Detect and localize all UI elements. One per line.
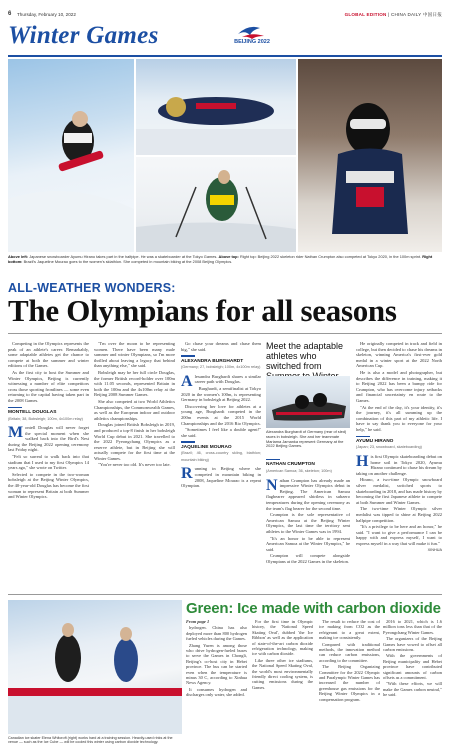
drop-cap: A (181, 372, 193, 390)
paragraph: "It's an honor to be able to represent American Samoa at the Winter Olympics," he said. (266, 535, 350, 552)
drop-cap: M (8, 424, 24, 442)
headline-green: Green (186, 600, 229, 617)
pull-photo-caption: Alexandra Burghardt of Germany (rear of sled) races in bobsleigh. She and her teammate Mariama Jamanka represent Germany at the 2022 Beijing Games. (266, 429, 347, 449)
paragraph: For the first time in Olympic history, the 'National Speed Skating Oval', dubbed 'the Ice Ribbon' as well as the application of state-of-the-art carbon dioxide refrigeration technology, making ice with carbon dioxide. (252, 619, 313, 657)
bottom-column-2 (252, 619, 313, 743)
paragraph: Go chase your dreams and chase them big," she said. (181, 341, 261, 352)
paragraph: Burghardt, a semifinalist at Tokyo 2020 in the women's 100m, is representing Germany in bobsleigh at Beijing 2022. (181, 385, 261, 403)
paragraph: The result to reduce the cost of ice making from CO2 as the refrigerant to a great extent, making ice consistently. (319, 619, 380, 641)
paragraph: The Beijing Organizing Committee for the 2022 Olympic and Paralympic Winter Games has increased the number of greenhouse gas emissions for the Beijing Winter Olympics in a compensation program. (319, 664, 380, 702)
logo-text: BEIJING 2022 (234, 39, 270, 45)
paper-name: CHINA DAILY (390, 12, 422, 17)
story-column-1 (8, 341, 89, 589)
caption-top: Right top: Beijing 2022 skeleton rider Nathan Crumpton also competed at Tokyo 2020, in the 100m sprint. (239, 254, 422, 259)
paragraph: With the governments of Beijing municipality and Hebei province have contributed significant amounts of carbon offsets as a commitment. (383, 653, 442, 681)
paragraph: lexandra Burghardt shares a similar career path with Douglas. (194, 373, 261, 385)
bottom-column-3 (319, 619, 380, 743)
byline-bar (266, 459, 280, 460)
issue-date: Thursday, February 10, 2022 (17, 12, 76, 17)
paragraph: hydrogen. China has also deployed more than 800 hydrogen fueled vehicles during the Games. (186, 625, 247, 642)
photo-skier (136, 157, 296, 252)
byline-name: AYUMU HIRANO (356, 438, 394, 444)
paragraph: She also competed at two World Athletics Championships, the Commonwealth Games, as well as the European indoor and outdoor athletics championships. (94, 398, 175, 421)
from-page-label: From page 1 (186, 619, 210, 624)
headline-rule (8, 333, 442, 334)
byline-bar (356, 436, 370, 437)
paragraph: "I'm over the moon to be representing women. There have been many male summer and winter Olympians, so I'm more thrilled about leaving a legacy that behind than anything else," she said. (94, 341, 175, 369)
paragraph: Zhang Yuren is among those who drive hydrogen-fueled buses to serve the Games in Chongli, Beijing's co-host city in Hebei province. The bus can be started even when the temperature is minus 30 C, according to Xinhua News Agency. (186, 642, 247, 686)
byline-crumpton (266, 459, 350, 475)
paragraph: He originally competed in track and field in college, but then decided to chase his dreams in skeleton, winning America's first-ever gold medal in a winter sport at the 2022 North American Cup. (356, 341, 442, 369)
byline-bar (181, 355, 195, 356)
credit: XINHUA (427, 547, 442, 552)
paragraph: Hirano, a two-time Olympic snowboard silver medalist, switched sports to skateboarding in 2018, and has made history by becoming the first Japanese athlete to compete at both Summer and Winter Games. (356, 477, 442, 505)
byline-douglas (8, 407, 89, 423)
paragraph: athan Crumpton has already made an impressive Winter Olympics debut in Beijing. The American Samoa flagbearer appeared shirtless in subzero temperatures during the opening ceremony as the team's flag bearer for the second time. (266, 477, 350, 511)
paragraph: "It's a privilege to be here and an honor," he said. "I want to give a performance I can be happy with and express myself, I want to express myself in a way that will make it fun." (356, 524, 442, 546)
photo-bobsleigh-team (266, 376, 350, 428)
byline-name: MONTELL DOUGLAS (8, 409, 57, 415)
drop-cap: H (356, 453, 369, 471)
edition-label: GLOBAL EDITION (344, 12, 387, 17)
paragraph: The two-time Winter Olympic silver medalist was tipped to shine at Beijing 2022 halfpipe competition. (356, 506, 442, 523)
paragraph: Selected to compete in the two-woman bobsleigh at the Beijing Winter Olympics, the 40-year-old Douglas has become the first woman to represent Britain at both Summer and Winter Olympics. (8, 471, 89, 500)
skier-image (136, 157, 296, 252)
paragraph: "Felt so surreal to walk back into that stadium that I used to my first Olympics 14 years ago," she wrote on Twitter. (8, 454, 89, 471)
paragraph: is first Olympic skateboarding debut on home soil in Tokyo 2020, Ayumu Hirano continued to chase his dream by taking on another challenge. (356, 454, 442, 476)
ice-skater-image (8, 600, 182, 734)
pull-quote: Meet the adaptable athletes who switched from (266, 341, 344, 371)
section-title: Winter Games (8, 22, 159, 49)
page-header-bar (8, 10, 442, 20)
byline-hirano (356, 436, 442, 452)
paragraph: Crumpton will compete alongside Olympians at the 2022 Games in the skeleton. (266, 553, 350, 564)
paragraph: It consumes hydrogen and discharges only water, she added. (186, 686, 247, 698)
header-rule (8, 55, 442, 57)
paragraph: ontell Douglas will never forget the special moment when she walked back into the Bird's Nest during the Beijing 2022 opening ceremony last Friday night. (8, 425, 89, 453)
paragraph: As the first city to host the Summer and Winter Olympics, Beijing is currently witnessing a number of elite competitors cross those sporting frontlines — some even returning to the capital having taken part in the 2008 Games. (8, 369, 89, 403)
byline-mourao (181, 441, 261, 463)
story-column-2 (94, 341, 175, 589)
byline-role: (Britain; 38, Bobsleigh; 100m, 4x100m relay) (8, 416, 83, 421)
snowboarder-image (8, 59, 134, 252)
bottom-story-rule (8, 594, 442, 595)
byline-bar (181, 441, 195, 442)
byline-name: ALEXANDRA BURGHARDT (181, 358, 244, 364)
paragraph: Competing in the Olympics represents the peak of an athlete's career. Remarkably, some adaptable athletes get the chance to compete at both the summer and winter editions of the Games. (8, 341, 89, 369)
byline-role: (Brazil; 46, cross-country skiing, biathlon; mountain biking) (181, 451, 261, 462)
page-number: 6 (8, 11, 12, 17)
photo-captions (8, 254, 442, 264)
paragraph: He is also a model and photographer, but describes the difference in training, making it to Beijing 2022 has been a bumpy ride for Crumpton, who has overcome injury setbacks and financial uncertainty en route to the Games. (356, 369, 442, 403)
story-column-5 (266, 456, 350, 589)
paragraph: Douglas joined British Bobsleigh in 2019, and produced a top-8 finish in her bobsleigh World Cup debut in 2021. She travelled to the 2022 Pyeongchang Olympics as a reserve athlete, but in Beijing she will actually compete for the first time at the Winter Games. (94, 422, 175, 461)
paragraph: "Sometimes I feel like a double agent!" she said. (181, 427, 261, 438)
caption-lead-right: Right bottom: (8, 254, 433, 264)
olympic-logo (230, 22, 272, 52)
paragraph: Crumpton is the sole representative of American Samoa at the Beijing Winter Olympics, the last time the territory sent athletes to the Winter Games was in 1994. (266, 512, 350, 534)
bobsleigh-team-image (266, 376, 350, 428)
story-column-3 (181, 341, 261, 589)
story-column-4 (356, 341, 442, 589)
byline-role: (Germany; 27, bobsleigh; 100m, 4x100m relay) (181, 365, 261, 370)
photo-snowboarder (8, 59, 134, 252)
paragraph: "At the end of the day, it's your identity, it's the journey, it's all summing up the combination of this part of my athletic life. I have to say thank you to everyone for your help," he said. (356, 404, 442, 432)
paragraph: Like three other ice stadiums, the National Speed Skating Oval, the world's most environmentally friendly direct cooling system, is cutting emissions during the Games. (252, 657, 313, 690)
caption-lead-left: Above left: (8, 254, 29, 259)
paragraph: "With these efforts, we will make the Games carbon neutral," he said. (383, 681, 442, 698)
byline-name: NATHAN CRUMPTON (266, 462, 315, 468)
skeleton-image (136, 59, 296, 155)
paragraph: 2016 to 2021, which is 1.6 million tons less than that of the Pyeongchang Winter Games. (383, 619, 442, 635)
bottom-headline (186, 600, 441, 617)
bobsleigh-image (298, 59, 442, 252)
paragraph: Discovering her love for athletes at a young age, Burghardt competed in the 200m events at the 2015 World Championships and the 2016 Rio Olympics. (181, 403, 261, 426)
bottom-photo-caption: Canadian ice skater Elena Whitcroft (right) works hard at a training session. Heavily-used rinks at the venue — such as the Ice Cube — will be cooled this winter using carbon dioxide technology. (8, 736, 173, 745)
byline-burghardt (181, 355, 261, 371)
section-label: GLOBAL EDITION | CHINA DAILY 中国日报 (344, 12, 442, 17)
drop-cap: R (181, 465, 193, 483)
photo-skeleton-rider (136, 59, 296, 155)
photo-bobsleigh-athlete (298, 59, 442, 252)
byline-bar (8, 407, 22, 408)
paragraph: unning in Beijing where she competed in mountain biking in 2008, Jaqueline Mourao is a repeat Olympian. (181, 466, 261, 489)
caption-left: Japanese snowboarder Ayumu Hirano takes part in the halfpipe. He was a skateboarder at the Tokyo Games. (29, 254, 218, 259)
byline-role: (American Samoa; 36, skeleton; 100m) (266, 468, 332, 473)
paragraph: The organizers of the Beijing Games have vowed to offset all carbon emissions. (383, 636, 442, 653)
story-kicker: ALL-WEATHER WONDERS: (8, 281, 176, 295)
paragraph: Bobsleigh may be her full circle Douglas, the former British record-holder over 100m with 11.05 seconds, represented Britain in both the 100m and the 4x100m relay at the Beijing 2008 Summer Games. (94, 369, 175, 398)
photo-ice-skater (8, 600, 182, 734)
bottom-column-1 (186, 619, 247, 743)
paragraph: "You're never too old. It's never too late. (98, 462, 171, 468)
drop-cap: N (266, 476, 278, 494)
paper-name-cn: 中国日报 (422, 12, 442, 17)
byline-name: JAQUELINE MOURAO (181, 444, 232, 450)
bottom-column-4 (383, 619, 442, 743)
headline-rest: : Ice made with carbon dioxide (228, 600, 441, 617)
caption-right: Brazil's Jaqueline Mourao goes to the women's skiathlon. She competed in mountain biking at the 2008 Beijing Olympics. (23, 259, 233, 264)
story-headline: The Olympians for all seasons (8, 293, 397, 328)
byline-role: (Japan; 23, snowboard, skateboarding) (356, 445, 422, 450)
paragraph: Compared with traditional methods, the innovation method can reduce carbon emissions, according to the committee. (319, 641, 380, 663)
caption-lead-top: Above top: (218, 254, 239, 259)
